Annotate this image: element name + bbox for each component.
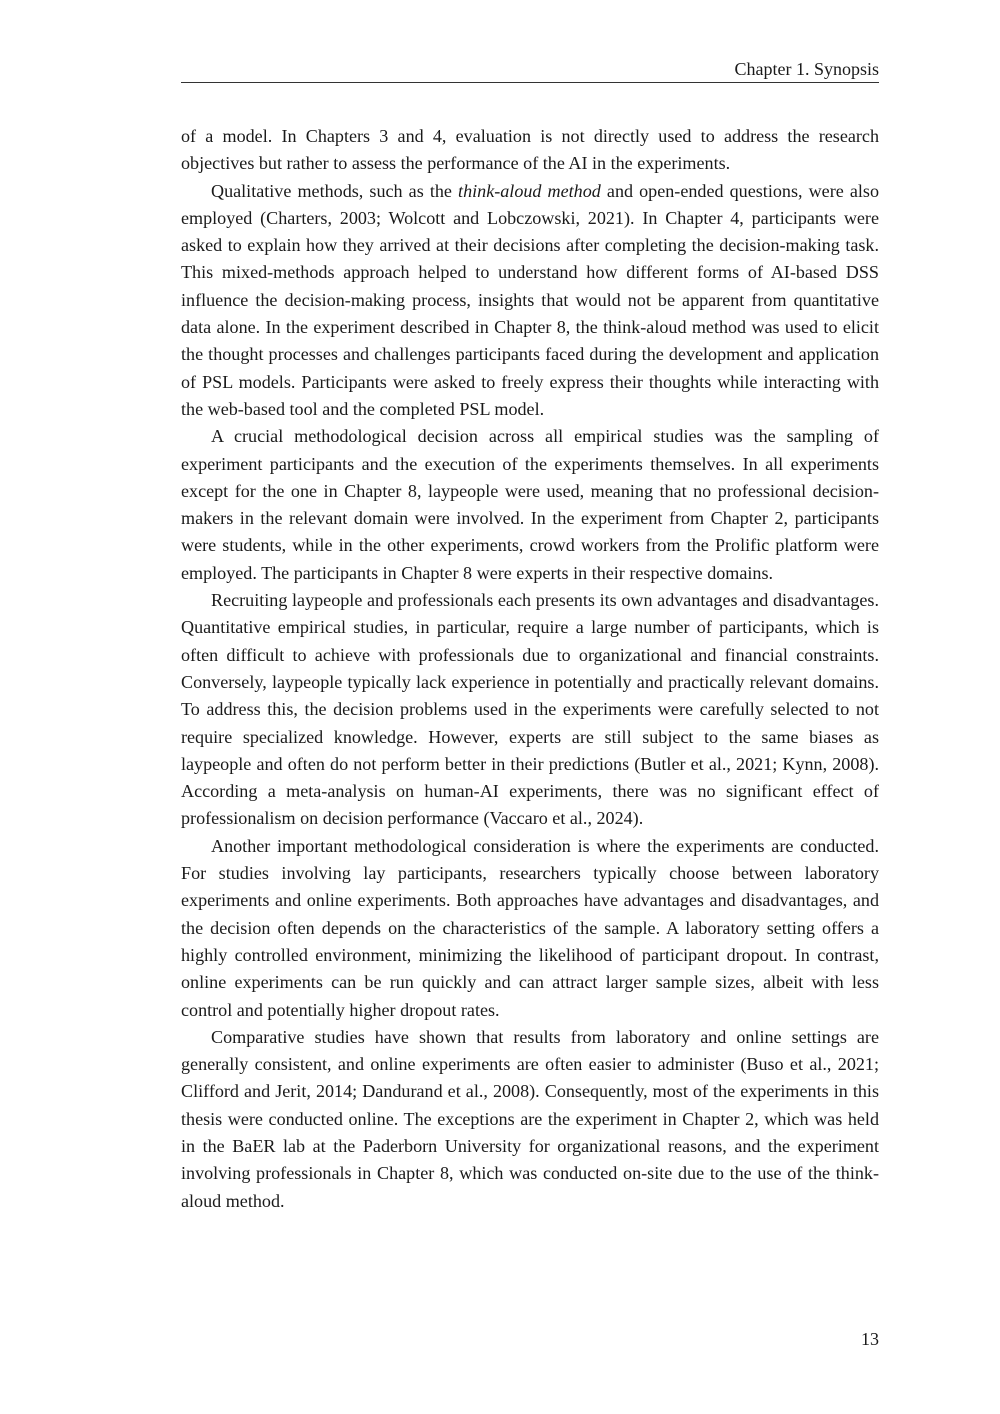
paragraph-6: Comparative studies have shown that results from laboratory and online settings are generally consistent, and online experiments are often easier to administer (Buso et al., 2021; Clifford and Jerit, 2014; Dandurand et al., 2008). Consequently, most of the experiments in this thesis were conducted online. The exceptions are the experiment in Chapter 2, which was held in the BaER lab at the Paderborn University for organizational reasons, and the experiment involving professionals in Chapter 8, which was conducted on-site due to the use of the think-aloud method. — [181, 1026, 879, 1211]
emphasis-think-aloud: think-aloud method — [458, 180, 601, 201]
chapter-title: Chapter 1. Synopsis — [734, 59, 879, 79]
paragraph-4: Recruiting laypeople and professionals each presents its own advantages and disadvantages. Quantitative empirical studies, in particular, require a large number of participants, which is often difficult to achieve with professionals due to organizational and financial constraints. Conversely, laypeople typically lack experience in potentially and practically relevant domains. To address this, the decision problems used in the experiments were carefully selected to not require specialized knowledge. However, experts are still subject to the same biases as laypeople and often do not perform better in their predictions (Butler et al., 2021; Kynn, 2008). According a meta-analysis on human-AI experiments, there was no significant effect of professionalism on decision performance (Vaccaro et al., 2024). — [181, 590, 879, 829]
paragraph-3: A crucial methodological decision across all empirical studies was the sampling of experiment participants and the execution of the experiments themselves. In all experiments except for the one in Chapter 8, laypeople were used, meaning that no professional decision-makers in the relevant domain were involved. In the experiment from Chapter 2, participants were students, while in the other experiments, crowd workers from the Prolific platform were employed. The participants in Chapter 8 were experts in their respective domains. — [181, 426, 879, 583]
running-header — [181, 58, 879, 83]
paragraph-2 — [181, 178, 879, 424]
paragraph-2-rest: and open-ended questions, were also employed (Charters, 2003; Wolcott and Lobczowski, 2021). In Chapter 4, participants were asked to explain how they arrived at their decisions after completing the decision-making task. This mixed-methods approach helped to understand how different forms of AI-based DSS influence the decision-making process, insights that would not be apparent from quantitative data alone. In the experiment described in Chapter 8, the think-aloud method was used to elicit the thought processes and challenges participants faced during the development and application of PSL models. Participants were asked to freely express their thoughts while interacting with the web-based tool and the completed PSL model. — [181, 180, 879, 419]
page-number: 13 — [861, 1329, 879, 1349]
body-text — [181, 123, 879, 1215]
paragraph-1: of a model. In Chapters 3 and 4, evaluation is not directly used to address the research objectives but rather to assess the performance of the AI in the experiments. — [181, 126, 879, 174]
paragraph-5: Another important methodological consideration is where the experiments are conducted. For studies involving lay participants, researchers typically choose between laboratory experiments and online experiments. Both approaches have advantages and disadvantages, and the decision often depends on the characteristics of the sample. A laboratory setting offers a highly controlled environment, minimizing the likelihood of participant dropout. In contrast, online experiments can be run quickly and can attract larger sample sizes, albeit with less control and potentially higher dropout rates. — [181, 835, 879, 1020]
paragraph-2-lead: Qualitative methods, such as the — [211, 180, 459, 201]
